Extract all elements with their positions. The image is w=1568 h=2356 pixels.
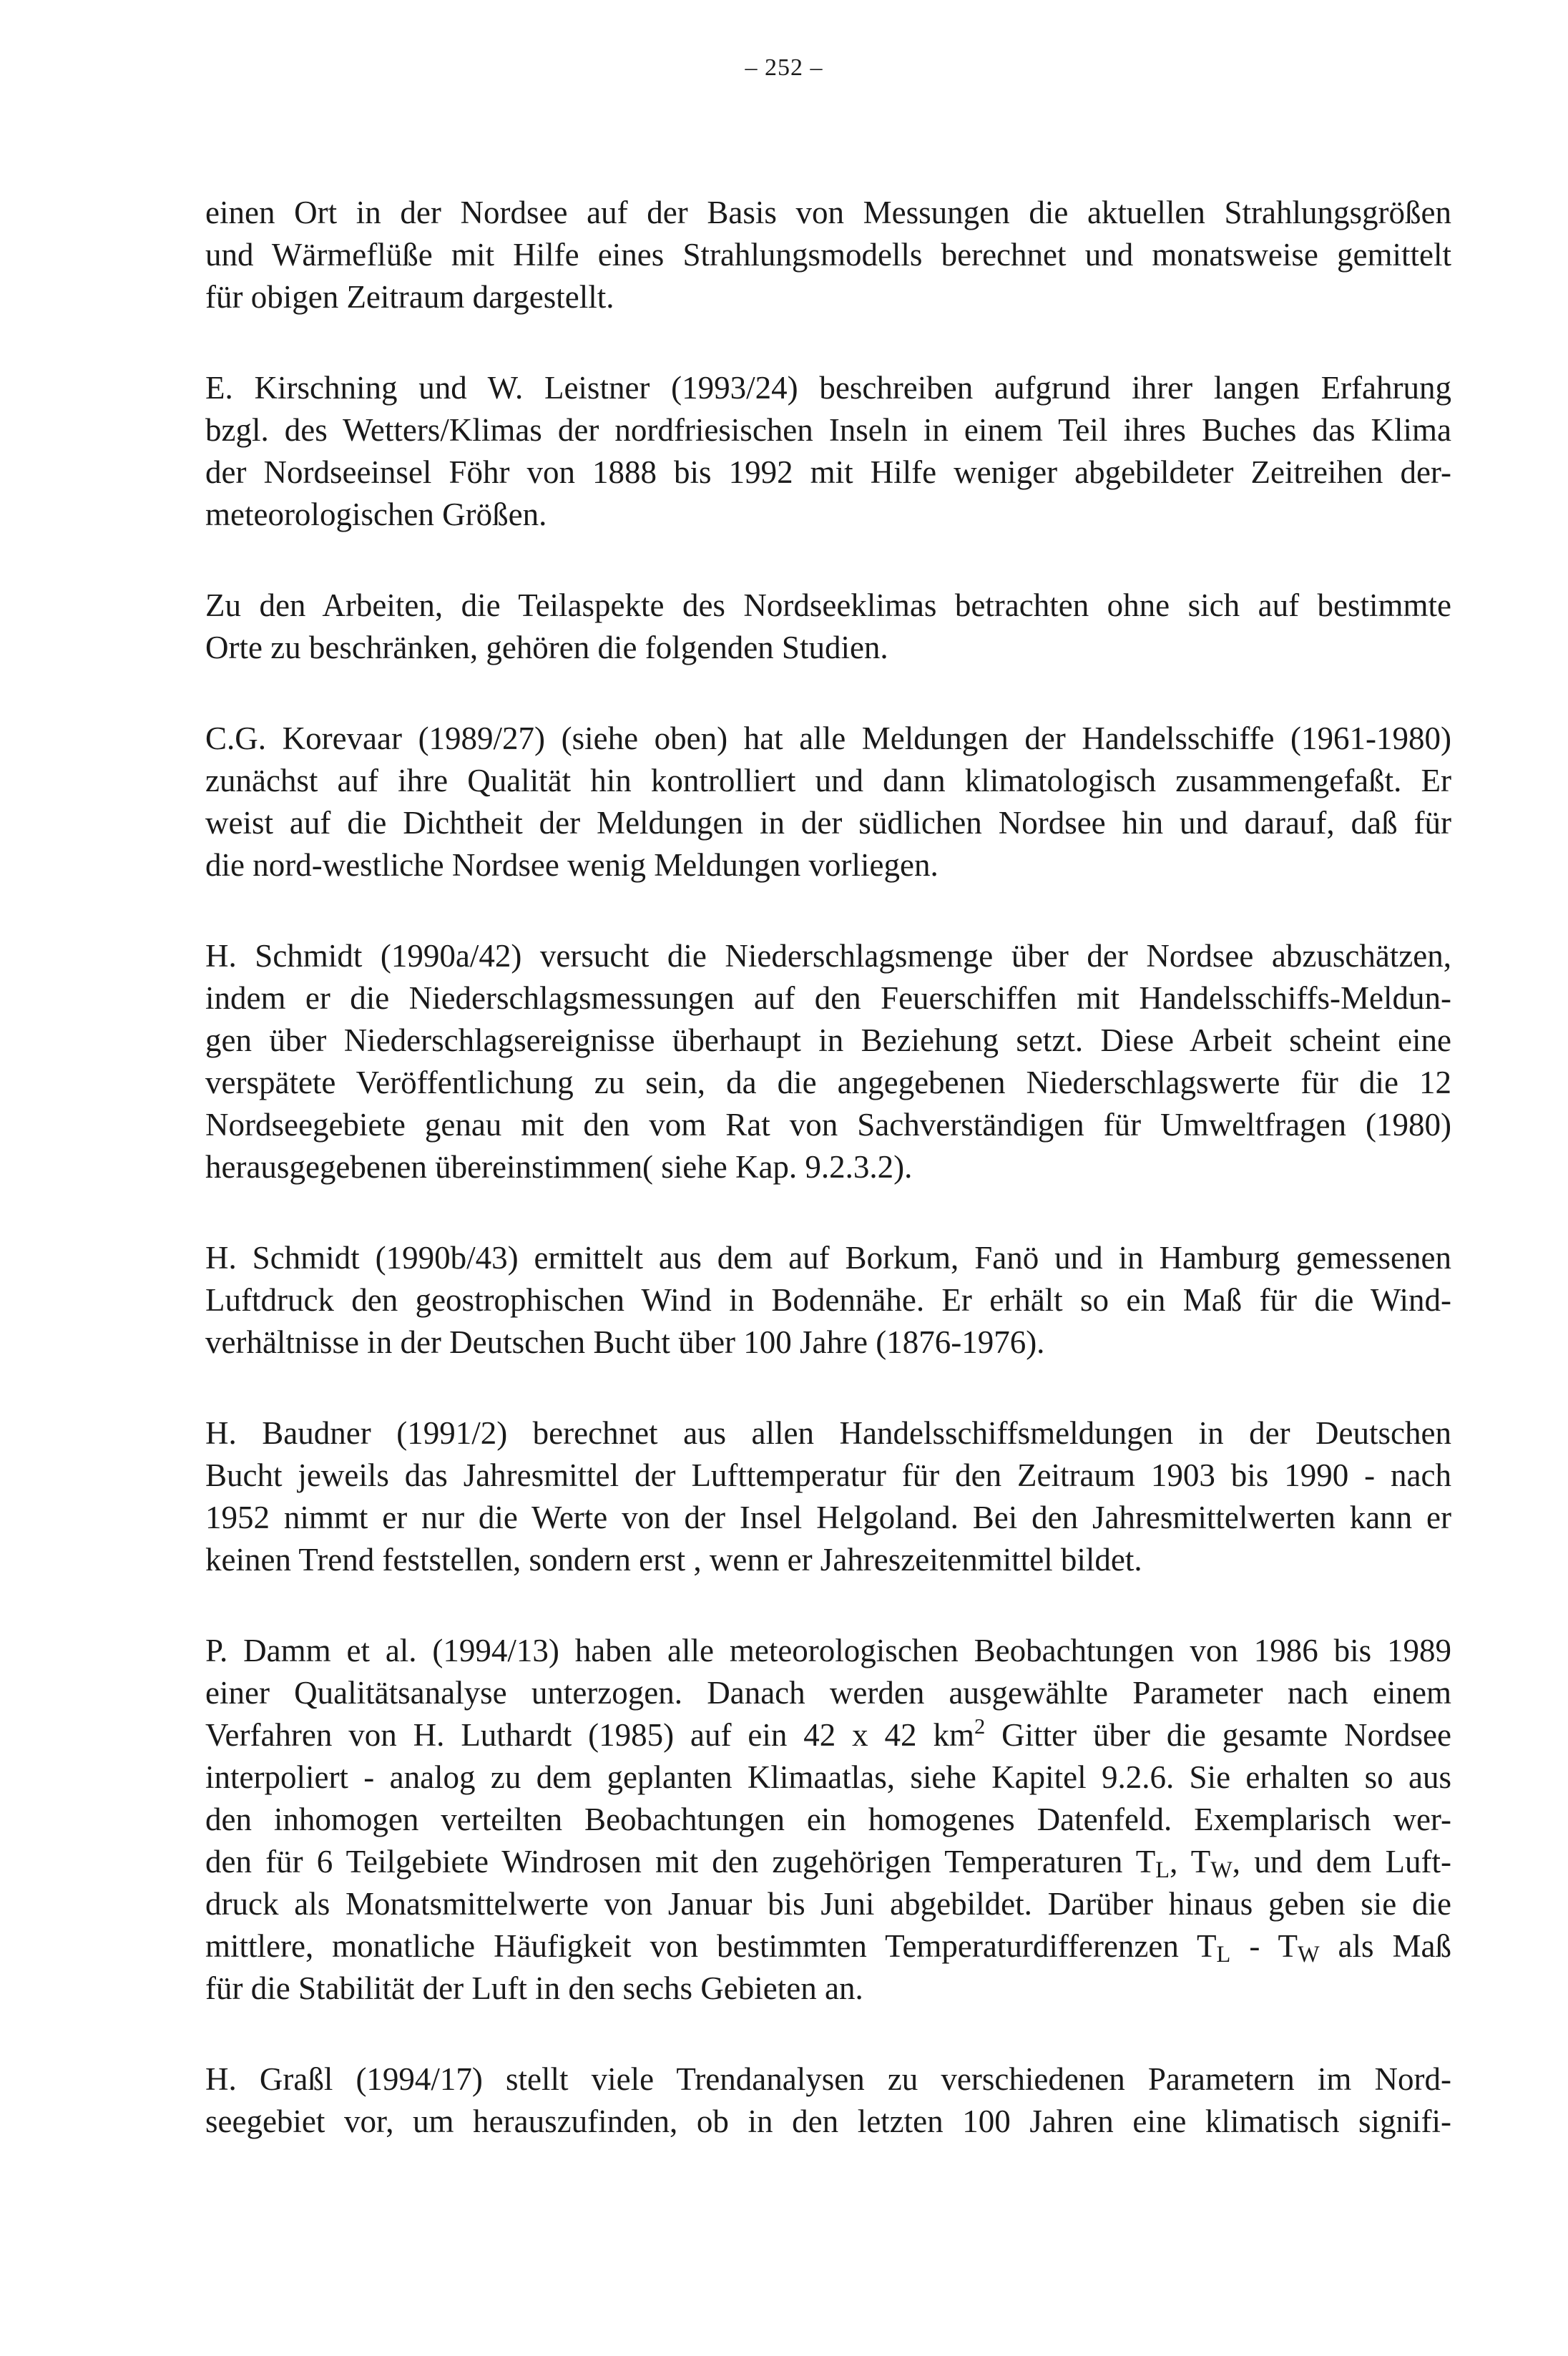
text-line: Bucht jeweils das Jahresmittel der Lufttemperatur für den Zeitraum 1903 bis 1990 - nach [205,1457,1451,1493]
text-line: verhältnisse in der Deutschen Bucht über 100 Jahre (1876-1976). [205,1324,1045,1360]
page-number: – 252 – [745,54,823,81]
text-line: weist auf die Dichtheit der Meldungen in der südlichen Nordsee hin und darauf, daß für [205,805,1451,841]
paragraph [205,2058,1451,2143]
text-line: den inhomogen verteilten Beobachtungen ein homogenes Datenfeld. Exemplarisch wer- [205,1802,1451,1837]
text-line: P. Damm et al. (1994/13) haben alle meteorologischen Beobachtungen von 1986 bis 1989 [205,1633,1451,1668]
text-line: herausgegebenen übereinstimmen( siehe Kap. 9.2.3.2). [205,1149,913,1185]
text-line: C.G. Korevaar (1989/27) (siehe oben) hat alle Meldungen der Handelsschiffe (1961-1980) [205,720,1451,756]
paragraph [205,585,1451,669]
text-line: seegebiet vor, um herauszufinden, ob in den letzten 100 Jahren eine klimatisch signifi- [205,2103,1451,2139]
paragraph [205,1412,1451,1581]
text-line: Nordseegebiete genau mit den vom Rat von Sachverständigen für Umweltfragen (1980) [205,1107,1451,1143]
paragraph [205,718,1451,886]
text-line: einen Ort in der Nordsee auf der Basis von Messungen die aktuellen Strahlungsgrößen [205,195,1451,230]
text-line: gen über Niederschlagsereignisse überhaupt in Beziehung setzt. Diese Arbeit scheint eine [205,1022,1451,1058]
text-line: H. Graßl (1994/17) stellt viele Trendanalysen zu verschiedenen Parametern im Nord- [205,2061,1451,2097]
text-line: H. Baudner (1991/2) berechnet aus allen Handelsschiffsmeldungen in der Deutschen [205,1415,1451,1451]
text-line: den für 6 Teilgebiete Windrosen mit den zugehörigen Temperaturen $T_L$, $T_W$, und dem Luft- [205,1844,1452,1884]
text-line: H. Schmidt (1990a/42) versucht die Niederschlagsmenge über der Nordsee abzuschätzen, [205,938,1451,974]
paragraph [205,1630,1451,2010]
text-line: druck als Monatsmittelwerte von Januar bis Juni abgebildet. Darüber hinaus geben sie die [205,1886,1451,1922]
text-line: Verfahren von H. Luthardt (1985) auf ein 42 x 42 $km^2$ Gitter über die gesamte Nordsee [205,1714,1451,1753]
paragraph [205,367,1451,536]
text-line: Orte zu beschränken, gehören die folgenden Studien. [205,630,888,665]
text-line: 1952 nimmt er nur die Werte von der Insel Helgoland. Bei den Jahresmittelwerten kann er [205,1500,1451,1535]
text-line: verspätete Veröffentlichung zu sein, da die angegebenen Niederschlagswerte für die 12 [205,1065,1451,1100]
paragraph [205,192,1451,318]
text-line: und Wärmeflüße mit Hilfe eines Strahlungsmodells berechnet und monatsweise gemittelt [205,237,1451,273]
text-line: der Nordseeinsel Föhr von 1888 bis 1992 mit Hilfe weniger abgebildeter Zeitreihen der- [205,454,1451,490]
text-line: Luftdruck den geostrophischen Wind in Bodennähe. Er erhält so ein Maß für die Wind- [205,1282,1451,1318]
text-line: H. Schmidt (1990b/43) ermittelt aus dem auf Borkum, Fanö und in Hamburg gemessenen [205,1240,1451,1276]
text-line: indem er die Niederschlagsmessungen auf den Feuerschiffen mit Handelsschiffs-Meldun- [205,980,1451,1016]
text-line: die nord-westliche Nordsee wenig Meldungen vorliegen. [205,847,939,883]
text-line: einer Qualitätsanalyse unterzogen. Danach werden ausgewählte Parameter nach einem [205,1675,1451,1711]
text-line: meteorologischen Größen. [205,497,547,532]
text-line: für obigen Zeitraum dargestellt. [205,279,614,315]
body-text [205,192,1451,2191]
text-line: mittlere, monatliche Häufigkeit von bestimmten Temperaturdifferenzen $T_L - T_W$ als Maß [205,1928,1451,1968]
text-line: keinen Trend feststellen, sondern erst , wenn er Jahreszeitenmittel bildet. [205,1542,1142,1578]
paragraph [205,1237,1451,1364]
text-line: interpoliert - analog zu dem geplanten Klimaatlas, siehe Kapitel 9.2.6. Sie erhalten so aus [205,1759,1451,1795]
text-line: E. Kirschning und W. Leistner (1993/24) beschreiben aufgrund ihrer langen Erfahrung [205,370,1451,406]
text-line: bzgl. des Wetters/Klimas der nordfriesischen Inseln in einem Teil ihres Buches das Klima [205,412,1451,448]
text-line: Zu den Arbeiten, die Teilaspekte des Nordseeklimas betrachten ohne sich auf bestimmte [205,587,1451,623]
text-line: zunächst auf ihre Qualität hin kontrolliert und dann klimatologisch zusammengefaßt. Er [205,763,1451,798]
text-line: für die Stabilität der Luft in den sechs Gebieten an. [205,1970,863,2006]
paragraph [205,935,1451,1188]
